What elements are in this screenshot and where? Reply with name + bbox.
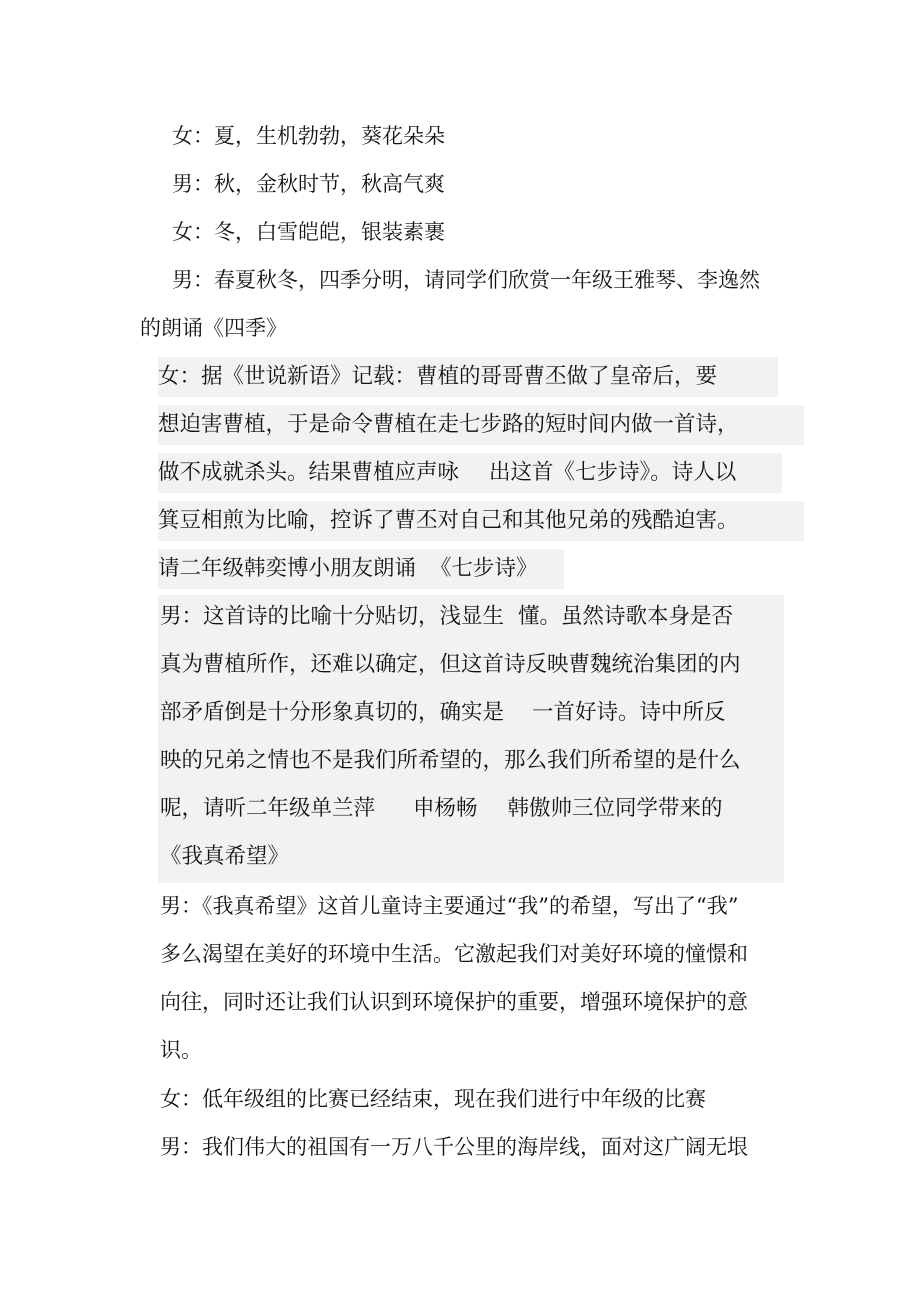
line-comment-1b: 懂。虽然诗歌本身是否 [518, 604, 734, 629]
line-comment-3 [160, 693, 726, 733]
line-wish-1: 男：《我真希望》这首儿童诗主要通过“我”的希望，写出了“我” [160, 894, 739, 918]
line-autumn: 男：秋，金秋时节，秋高气爽 [172, 172, 445, 196]
line-comment-1 [160, 597, 733, 637]
line-qibu-3 [158, 453, 782, 493]
line-comment-5b: 申杨畅 [413, 796, 478, 821]
line-comment-5 [160, 789, 723, 829]
line-qibu-3a: 做不成就杀头。结果曹植应声咏 [158, 460, 460, 485]
line-comment-3a: 部矛盾倒是十分形象真切的，确实是 [160, 700, 505, 725]
line-comment-3b: 一首好诗。诗中所反 [532, 700, 726, 725]
line-comment-title: 《我真希望》 [160, 844, 290, 869]
line-middle-grade: 女：低年级组的比赛已经结束，现在我们进行中年级的比赛 [160, 1087, 706, 1111]
line-comment-2: 真为曹植所作，还难以确定，但这首诗反映曹魏统治集团的内 [160, 652, 741, 677]
line-qibu-2: 想迫害曹植，于是命令曹植在走七步路的短时间内做一首诗， [158, 405, 804, 445]
line-summer: 女：夏，生机勃勃，葵花朵朵 [172, 124, 445, 148]
line-comment-5c: 韩傲帅三位同学带来的 [507, 796, 723, 821]
line-qibu-title: 《七步诗》 [430, 556, 538, 581]
line-comment-4: 映的兄弟之情也不是我们所希望的，那么我们所希望的是什么 [160, 748, 741, 773]
line-wish-3: 向往，同时还让我们认识到环境保护的重要，增强环境保护的意 [160, 990, 748, 1014]
line-qibu-5 [158, 549, 564, 589]
line-wish-2: 多么渴望在美好的环境中生活。它激起我们对美好环境的憧憬和 [160, 942, 748, 966]
line-comment-5a: 呢，请听二年级单兰萍 [160, 796, 376, 821]
line-four-seasons-cont: 的朗诵《四季》 [140, 316, 287, 340]
line-qibu-4: 箕豆相煎为比喻，控诉了曹丕对自己和其他兄弟的残酷迫害。 [158, 501, 804, 541]
line-qibu-5a: 请二年级韩奕博小朋友朗诵 [158, 556, 417, 581]
line-qibu-intro: 女：据《世说新语》记载：曹植的哥哥曹丕做了皇帝后，要 [158, 357, 778, 397]
line-four-seasons: 男：春夏秋冬，四季分明，请同学们欣赏一年级王雅琴、李逸然 [172, 268, 760, 292]
line-comment-1a: 男：这首诗的比喻十分贴切，浅显生 [160, 604, 505, 629]
line-winter: 女：冬，白雪皑皑，银装素裹 [172, 220, 445, 244]
line-qibu-3b: 出这首《七步诗》。诗人以 [489, 460, 737, 485]
line-wish-4: 识。 [160, 1038, 202, 1062]
line-coastline: 男：我们伟大的祖国有一万八千公里的海岸线，面对这广阔无垠 [160, 1135, 748, 1159]
